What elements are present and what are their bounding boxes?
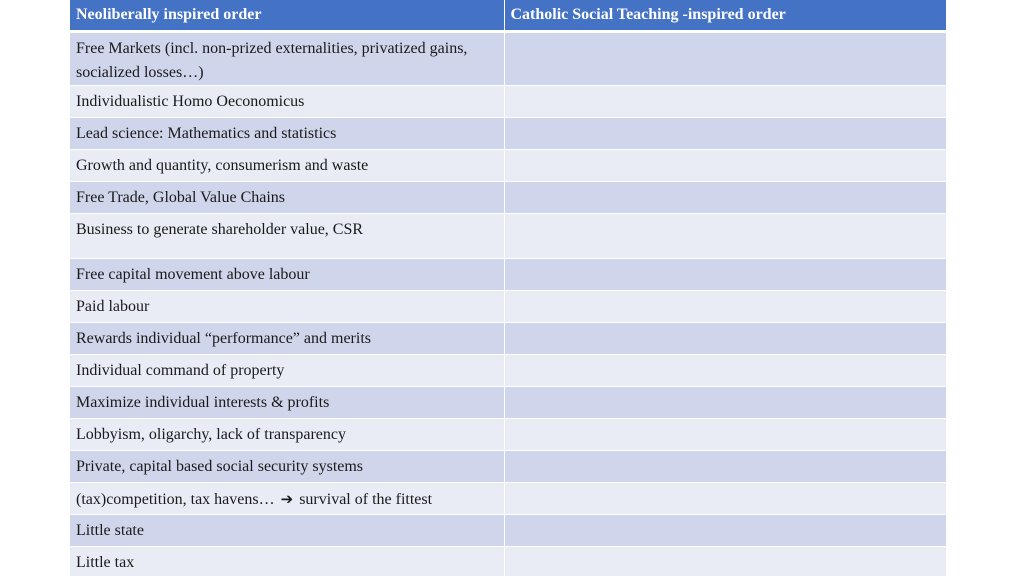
table-row <box>70 386 946 418</box>
header-catholic-social-teaching: Catholic Social Teaching -inspired order <box>504 0 946 31</box>
table-row <box>70 181 946 213</box>
row-cst-cell <box>504 546 946 576</box>
row-neoliberal-cell: Free Trade, Global Value Chains <box>70 181 504 213</box>
row-neoliberal-cell: Growth and quantity, consumerism and waste <box>70 149 504 181</box>
table-row <box>70 258 946 290</box>
row-neoliberal-cell: Private, capital based social security systems <box>70 450 504 482</box>
row-cst-cell <box>504 482 946 514</box>
row-cst-cell <box>504 322 946 354</box>
row-neoliberal-cell: Paid labour <box>70 290 504 322</box>
row-neoliberal-cell: Individualistic Homo Oeconomicus <box>70 85 504 117</box>
row-cst-cell <box>504 418 946 450</box>
row-neoliberal-cell: Little tax <box>70 546 504 576</box>
right-arrow-icon: ➔ <box>280 489 294 508</box>
header-neoliberal: Neoliberally inspired order <box>70 0 504 31</box>
table-row <box>70 117 946 149</box>
row-cst-cell <box>504 258 946 290</box>
table-row <box>70 322 946 354</box>
row-neoliberal-cell: Maximize individual interests & profits <box>70 386 504 418</box>
comparison-table <box>70 0 946 576</box>
row-neoliberal-cell <box>70 482 504 514</box>
row-text-before-arrow: (tax)competition, tax havens… <box>76 490 275 508</box>
table-row <box>70 514 946 546</box>
row-cst-cell <box>504 290 946 322</box>
row-cst-cell <box>504 85 946 117</box>
row-cst-cell <box>504 386 946 418</box>
row-cst-cell <box>504 31 946 85</box>
row-neoliberal-cell: Lead science: Mathematics and statistics <box>70 117 504 149</box>
row-neoliberal-cell: Individual command of property <box>70 354 504 386</box>
row-cst-cell <box>504 213 946 258</box>
row-neoliberal-cell: Business to generate shareholder value, CSR <box>70 213 504 258</box>
table-row <box>70 31 946 85</box>
table-row <box>70 418 946 450</box>
row-neoliberal-cell: Free Markets (incl. non-prized externalities, privatized gains, socialized losses…) <box>70 31 504 85</box>
header-row <box>70 0 946 31</box>
table-row <box>70 149 946 181</box>
row-neoliberal-cell: Little state <box>70 514 504 546</box>
table-row <box>70 85 946 117</box>
row-neoliberal-cell: Free capital movement above labour <box>70 258 504 290</box>
row-neoliberal-cell: Rewards individual “performance” and merits <box>70 322 504 354</box>
table-row <box>70 354 946 386</box>
table-row <box>70 482 946 514</box>
row-cst-cell <box>504 354 946 386</box>
row-cst-cell <box>504 450 946 482</box>
row-cst-cell <box>504 181 946 213</box>
table-row <box>70 546 946 576</box>
table-row <box>70 290 946 322</box>
row-neoliberal-cell: Lobbyism, oligarchy, lack of transparency <box>70 418 504 450</box>
row-cst-cell <box>504 117 946 149</box>
row-cst-cell <box>504 514 946 546</box>
row-text-after-arrow: survival of the fittest <box>299 490 433 508</box>
table-row <box>70 450 946 482</box>
table-row <box>70 213 946 258</box>
row-cst-cell <box>504 149 946 181</box>
